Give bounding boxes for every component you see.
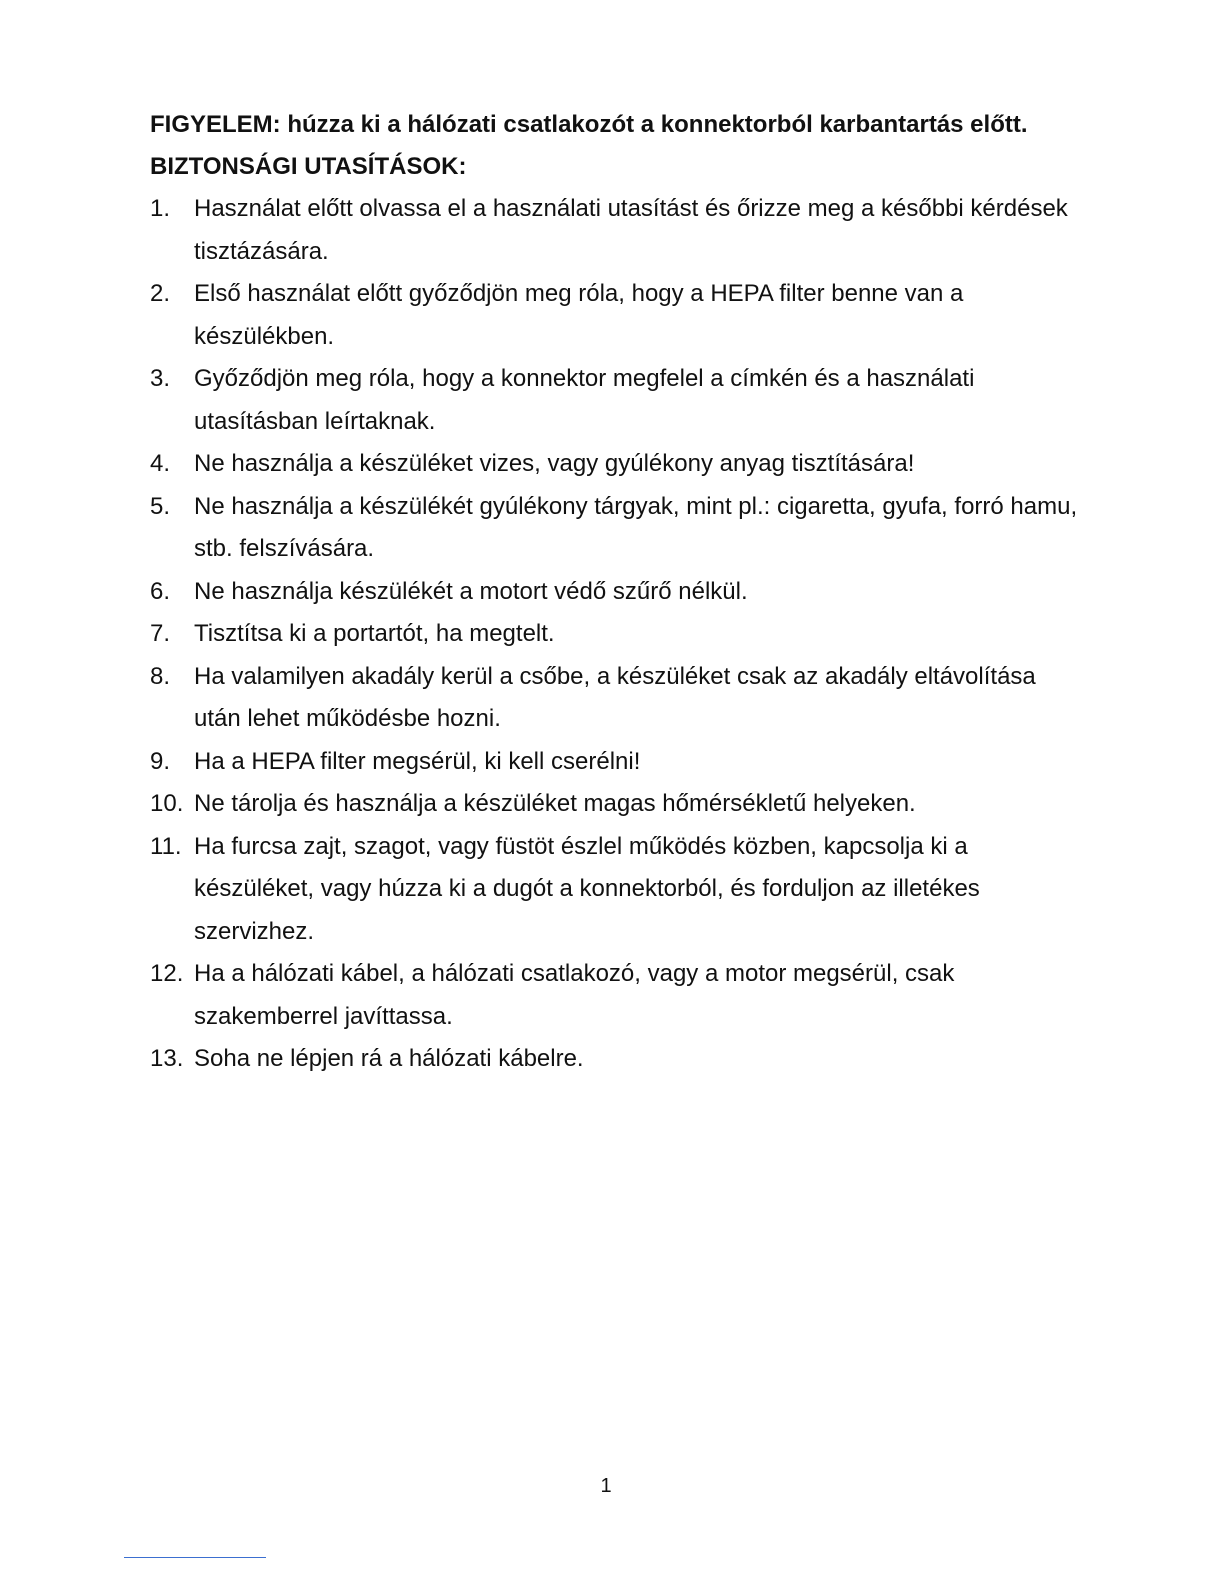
- list-item-text: Ha a HEPA filter megsérül, ki kell cserélni!: [194, 747, 641, 775]
- list-item: [150, 273, 1080, 358]
- document-body: [150, 104, 1080, 1081]
- list-item: [150, 443, 1080, 486]
- safety-instructions-heading: BIZTONSÁGI UTASÍTÁSOK:: [150, 153, 467, 180]
- list-item: [150, 783, 1080, 826]
- footnote-divider: [124, 1557, 266, 1558]
- list-item-number: 8.: [150, 662, 171, 690]
- list-item: [150, 613, 1080, 656]
- list-item: [150, 1038, 1080, 1081]
- list-item-text: Ne tárolja és használja a készüléket magas hőmérsékletű helyeken.: [194, 790, 916, 817]
- list-item: [150, 358, 1080, 443]
- safety-instructions-list: [150, 188, 1080, 1081]
- maintenance-warning: FIGYELEM: húzza ki a hálózati csatlakozót a konnektorból karbantartás előtt.: [150, 111, 1028, 138]
- list-item-text: Ha a hálózati kábel, a hálózati csatlakozó, vagy a motor megsérül, csak szakemberrel javíttassa.: [194, 960, 955, 1030]
- page-number: 1: [600, 1475, 612, 1497]
- list-item-text: Ha furcsa zajt, szagot, vagy füstöt észlel működés közben, kapcsolja ki a készüléket, vagy húzza ki a dugót a konnektorból, és forduljon az illetékes szervizhez.: [194, 832, 980, 945]
- list-item-text: Ne használja a készüléket vizes, vagy gyúlékony anyag tisztítására!: [194, 450, 915, 477]
- list-item-number: 13.: [150, 1045, 184, 1072]
- list-item-number: 10.: [150, 790, 184, 817]
- list-item-number: 7.: [150, 620, 171, 647]
- list-item-number: 12.: [150, 960, 184, 987]
- list-item-text: Ne használja készülékét a motort védő szűrő nélkül.: [194, 577, 748, 605]
- list-item: [150, 571, 1080, 614]
- list-item-number: 4.: [150, 450, 171, 477]
- list-item-number: 3.: [150, 365, 171, 392]
- list-item-text: Soha ne lépjen rá a hálózati kábelre.: [194, 1045, 584, 1072]
- list-item: [150, 826, 1080, 954]
- list-item: [150, 656, 1080, 741]
- list-item: [150, 486, 1080, 571]
- list-item-text: Ne használja a készülékét gyúlékony tárgyak, mint pl.: cigaretta, gyufa, forró hamu, stb. felszívására.: [194, 492, 1078, 562]
- list-item: [150, 953, 1080, 1038]
- list-item-number: 5.: [150, 492, 171, 520]
- list-item-number: 9.: [150, 747, 171, 775]
- list-item: [150, 741, 1080, 784]
- list-item-text: Első használat előtt győződjön meg róla, hogy a HEPA filter benne van a készülékben.: [194, 280, 964, 350]
- list-item-number: 6.: [150, 577, 171, 605]
- list-item: [150, 188, 1080, 273]
- list-item-text: Használat előtt olvassa el a használati utasítást és őrizze meg a későbbi kérdések tisztázására.: [194, 195, 1068, 265]
- list-item-number: 11.: [150, 832, 182, 860]
- list-item-text: Ha valamilyen akadály kerül a csőbe, a készüléket csak az akadály eltávolítása után lehet működésbe hozni.: [194, 662, 1036, 732]
- list-item-number: 1.: [150, 195, 171, 222]
- list-item-text: Győződjön meg róla, hogy a konnektor megfelel a címkén és a használati utasításban leírtaknak.: [194, 365, 975, 435]
- list-item-number: 2.: [150, 280, 171, 307]
- list-item-text: Tisztítsa ki a portartót, ha megtelt.: [194, 620, 555, 647]
